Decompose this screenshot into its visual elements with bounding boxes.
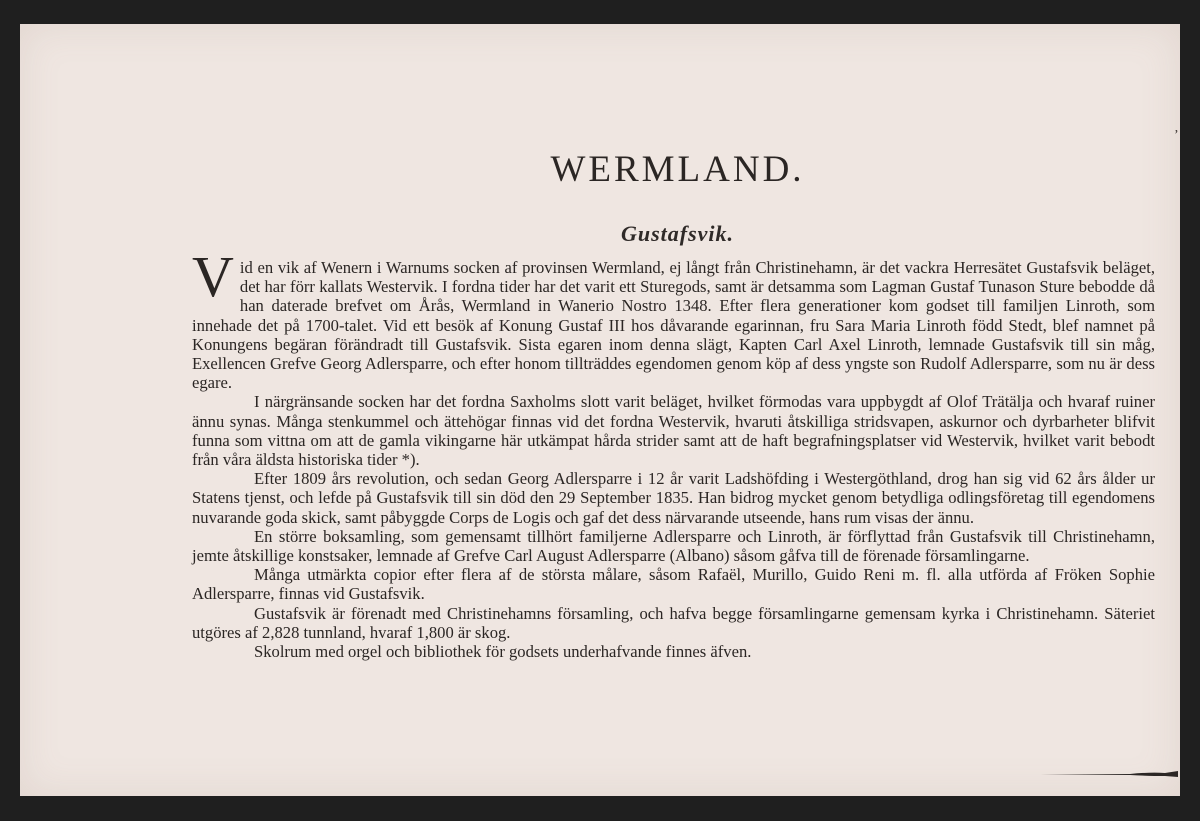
paragraph-3: Efter 1809 års revolution, och sedan Georg Adlersparre i 12 år varit Ladshöfding i Westergöthland, drog han sig vid 62 års ålder ur Statens tjenst, och lefde på Gustafsvik till sin död den 29 September 1835. Han bidrog mycket genom betydliga odlingsföretag till egendomens nuvarande goda skick, samt påbyggde Corps de Logis och gaf det dess närvarande utseende, hans rum visas der ännu.: [192, 469, 1155, 527]
body-text: [192, 244, 1155, 662]
paragraph-1-text: id en vik af Wenern i Warnums socken af provinsen Wermland, ej långt från Christinehamn, är det vackra Herresätet Gustafsvik beläget, det har förr kallats Westervik. I fordna tider har det varit ett Sturegods, samt är detsamma som Lagman Gustaf Tunason Sture bebodde då han daterade brefvet om Årås, Wermland in Wanerio Nostro 1348. Efter flera generationer kom godset till familjen Linroth, som innehade det på 1700-talet. Vid ett besök af Konung Gustaf III hos dåvarande egarinnan, fru Sara Maria Linroth född Stedt, blef namnet på Konungens begäran förändradt till Gustafsvik. Sista egaren inom denna slägt, Kapten Carl Axel Linroth, lemnade Gustafsvik till sin måg, Exellencen Grefve Georg Adlersparre, och efter honom tillträddes egendomen genom köp af dess yngste son Rudolf Adlersparre, som nu är dess egare.: [192, 258, 1155, 393]
flourish-ornament-icon: [1040, 770, 1178, 778]
paragraph-1: [192, 244, 1155, 393]
edge-mark-icon: ’: [1174, 128, 1179, 143]
page-title: WERMLAND.: [550, 149, 805, 190]
drop-cap: V: [192, 244, 234, 309]
paragraph-7: Skolrum med orgel och bibliothek för godsets underhafvande finnes äfven.: [254, 642, 752, 662]
paragraph-4: En större boksamling, som gemensamt tillhört familjerne Adlersparre och Linroth, är förflyttad från Gustafsvik till Christinehamn, jemte åtskillige konstsaker, lemnade af Grefve Carl August Adlersparre (Albano) såsom gåfva till de förenade församlingarne.: [192, 526, 1155, 566]
paragraph-5: Många utmärkta copior efter flera af de största målare, såsom Rafaël, Murillo, Guido Reni m. fl. alla utförda af Fröken Sophie Adlersparre, finnas vid Gustafsvik.: [192, 565, 1155, 604]
page-subtitle: Gustafsvik.: [620, 221, 735, 246]
paragraph-2: I närgränsande socken har det fordna Saxholms slott varit beläget, hvilket förmodas vara uppbygdt af Olof Trätälja och hvaraf ruiner ännu synas. Många stenkummel och ättehögar finnas vid det fordna Westervik, hvaruti åtskilliga stridsvapen, askurnor och dyrbarheter blifvit funna som vittna om att de gamla vikingarne här utkämpat hårda strider samt att de haft begrafningsplatser vid Westervik, hvilket varit bebodt från våra äldsta historiska tider *).: [192, 392, 1155, 470]
paragraph-6: Gustafsvik är förenadt med Christinehamns församling, och hafva begge församlingarne gemensam kyrka i Christinehamn. Säteriet utgöres af 2,828 tunnland, hvaraf 1,800 är skog.: [192, 603, 1155, 642]
